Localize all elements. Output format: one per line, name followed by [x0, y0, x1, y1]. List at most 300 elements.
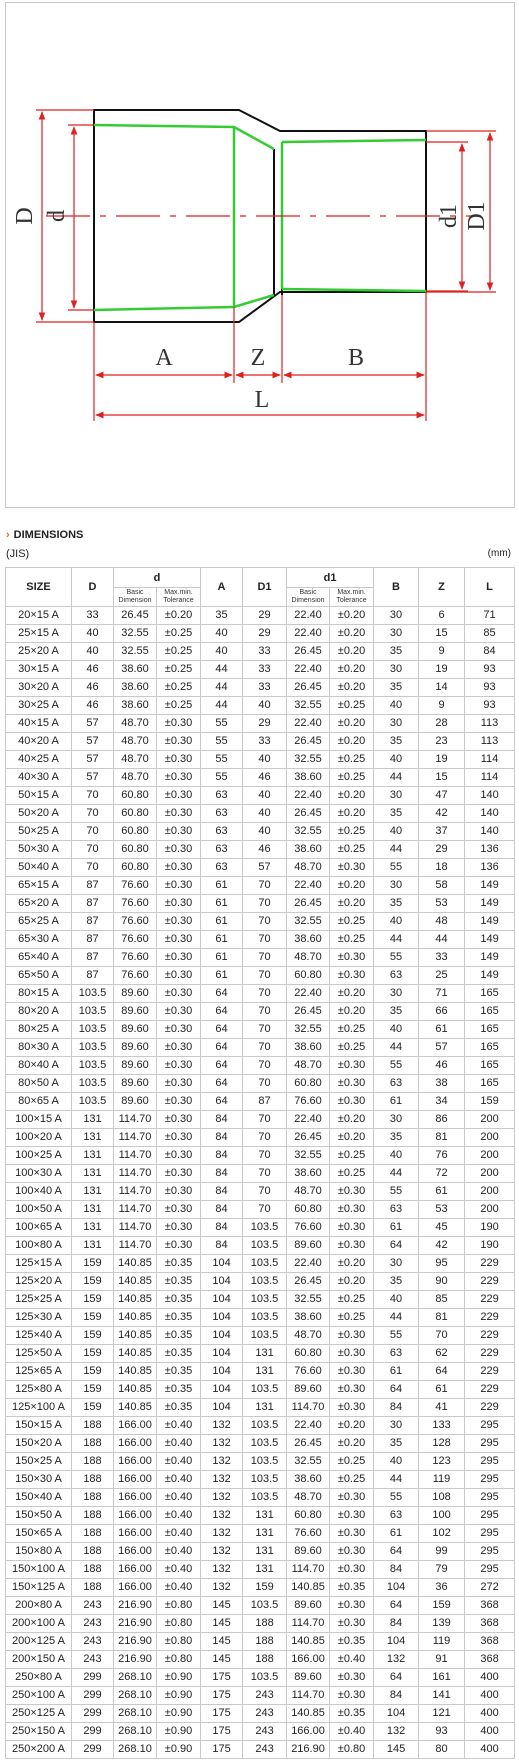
cell-D1: 103.5 [243, 1327, 287, 1345]
cell-d1-basic: 22.40 [287, 787, 330, 805]
cell-A: 132 [201, 1525, 243, 1543]
cell-d1-basic: 22.40 [287, 1111, 330, 1129]
cell-size: 80×25 A [6, 1021, 72, 1039]
cell-L: 295 [465, 1435, 515, 1453]
cell-d1-tolerance: ±0.20 [330, 625, 374, 643]
cell-d-tolerance: ±0.90 [157, 1723, 201, 1741]
cell-d-basic: 166.00 [114, 1507, 157, 1525]
cell-A: 61 [201, 877, 243, 895]
cell-d1-tolerance: ±0.30 [330, 1363, 374, 1381]
table-row [6, 913, 515, 931]
cell-A: 104 [201, 1309, 243, 1327]
header-Z: Z [419, 568, 465, 607]
cell-D: 70 [72, 841, 114, 859]
cell-d1-tolerance: ±0.30 [330, 1399, 374, 1417]
table-row [6, 985, 515, 1003]
cell-d1-basic: 32.55 [287, 1291, 330, 1309]
cell-d1-tolerance: ±0.25 [330, 769, 374, 787]
cell-d1-tolerance: ±0.30 [330, 1057, 374, 1075]
cell-D: 70 [72, 823, 114, 841]
table-row [6, 787, 515, 805]
cell-Z: 19 [419, 661, 465, 679]
cell-A: 132 [201, 1453, 243, 1471]
cell-D1: 131 [243, 1399, 287, 1417]
cell-Z: 91 [419, 1651, 465, 1669]
cell-L: 165 [465, 985, 515, 1003]
cell-B: 55 [374, 1327, 419, 1345]
cell-d1-basic: 48.70 [287, 1057, 330, 1075]
cell-L: 368 [465, 1615, 515, 1633]
cell-d1-tolerance: ±0.20 [330, 661, 374, 679]
cell-d1-tolerance: ±0.20 [330, 679, 374, 697]
table-row [6, 1057, 515, 1075]
cell-L: 113 [465, 715, 515, 733]
cell-size: 200×100 A [6, 1615, 72, 1633]
cell-A: 63 [201, 823, 243, 841]
subheader-d-tolerance: Max.min. Tolerance [157, 588, 201, 607]
cell-B: 35 [374, 643, 419, 661]
cell-d1-basic: 89.60 [287, 1669, 330, 1687]
cell-Z: 46 [419, 1057, 465, 1075]
cell-B: 40 [374, 913, 419, 931]
table-row [6, 1579, 515, 1597]
cell-d-tolerance: ±0.20 [157, 607, 201, 625]
cell-D: 159 [72, 1363, 114, 1381]
cell-D1: 70 [243, 931, 287, 949]
cell-d1-basic: 89.60 [287, 1597, 330, 1615]
cell-d1-basic: 114.70 [287, 1615, 330, 1633]
cell-L: 159 [465, 1093, 515, 1111]
cell-size: 80×40 A [6, 1057, 72, 1075]
cell-A: 104 [201, 1345, 243, 1363]
cell-d-basic: 60.80 [114, 823, 157, 841]
cell-L: 136 [465, 841, 515, 859]
section-title: DIMENSIONS [13, 529, 84, 541]
table-row [6, 1543, 515, 1561]
cell-size: 25×15 A [6, 625, 72, 643]
cell-D1: 131 [243, 1543, 287, 1561]
header-size: SIZE [6, 568, 72, 607]
cell-D1: 103.5 [243, 1309, 287, 1327]
cell-d1-tolerance: ±0.25 [330, 1471, 374, 1489]
cell-d-basic: 268.10 [114, 1705, 157, 1723]
cell-d1-tolerance: ±0.20 [330, 1273, 374, 1291]
cell-d-basic: 140.85 [114, 1273, 157, 1291]
cell-D: 299 [72, 1705, 114, 1723]
table-row [6, 1345, 515, 1363]
cell-d-basic: 48.70 [114, 733, 157, 751]
table-row [6, 805, 515, 823]
cell-D: 57 [72, 751, 114, 769]
cell-d1-tolerance: ±0.25 [330, 931, 374, 949]
cell-B: 63 [374, 1201, 419, 1219]
cell-D1: 87 [243, 1093, 287, 1111]
cell-Z: 85 [419, 1291, 465, 1309]
cell-D1: 188 [243, 1651, 287, 1669]
cell-d-basic: 140.85 [114, 1363, 157, 1381]
cell-d-basic: 114.70 [114, 1129, 157, 1147]
cell-d1-basic: 22.40 [287, 625, 330, 643]
cell-D: 243 [72, 1651, 114, 1669]
cell-Z: 53 [419, 1201, 465, 1219]
table-row [6, 1291, 515, 1309]
cell-D1: 103.5 [243, 1237, 287, 1255]
cell-L: 149 [465, 967, 515, 985]
cell-A: 132 [201, 1489, 243, 1507]
cell-B: 40 [374, 751, 419, 769]
cell-Z: 57 [419, 1039, 465, 1057]
cell-A: 63 [201, 841, 243, 859]
cell-size: 100×80 A [6, 1237, 72, 1255]
cell-D: 131 [72, 1111, 114, 1129]
cell-D: 299 [72, 1741, 114, 1759]
cell-Z: 99 [419, 1543, 465, 1561]
cell-B: 63 [374, 1075, 419, 1093]
cell-d1-basic: 166.00 [287, 1651, 330, 1669]
cell-D1: 159 [243, 1579, 287, 1597]
cell-size: 250×80 A [6, 1669, 72, 1687]
table-row [6, 607, 515, 625]
cell-A: 40 [201, 643, 243, 661]
cell-d1-tolerance: ±0.35 [330, 1705, 374, 1723]
cell-d1-tolerance: ±0.80 [330, 1741, 374, 1759]
cell-L: 149 [465, 895, 515, 913]
cell-L: 200 [465, 1129, 515, 1147]
cell-L: 229 [465, 1363, 515, 1381]
cell-B: 132 [374, 1723, 419, 1741]
cell-B: 35 [374, 1273, 419, 1291]
cell-L: 295 [465, 1417, 515, 1435]
cell-d-basic: 114.70 [114, 1147, 157, 1165]
cell-D: 70 [72, 859, 114, 877]
cell-d-basic: 76.60 [114, 895, 157, 913]
cell-d1-tolerance: ±0.30 [330, 1219, 374, 1237]
cell-B: 40 [374, 1453, 419, 1471]
label-A: A [155, 345, 173, 371]
cell-L: 136 [465, 859, 515, 877]
cell-D1: 103.5 [243, 1291, 287, 1309]
cell-D: 243 [72, 1615, 114, 1633]
cell-L: 190 [465, 1237, 515, 1255]
cell-D1: 29 [243, 625, 287, 643]
cell-d-basic: 114.70 [114, 1237, 157, 1255]
cell-d1-basic: 60.80 [287, 1075, 330, 1093]
table-row [6, 1669, 515, 1687]
cell-d-basic: 76.60 [114, 949, 157, 967]
cell-Z: 70 [419, 1327, 465, 1345]
cell-size: 125×80 A [6, 1381, 72, 1399]
table-row [6, 1507, 515, 1525]
cell-D1: 33 [243, 733, 287, 751]
cell-Z: 38 [419, 1075, 465, 1093]
cell-D1: 46 [243, 841, 287, 859]
cell-A: 64 [201, 1057, 243, 1075]
cell-Z: 161 [419, 1669, 465, 1687]
cell-d1-basic: 60.80 [287, 967, 330, 985]
cell-D1: 103.5 [243, 1453, 287, 1471]
cell-L: 229 [465, 1273, 515, 1291]
cell-Z: 71 [419, 985, 465, 1003]
cell-d-tolerance: ±0.30 [157, 715, 201, 733]
cell-d1-tolerance: ±0.25 [330, 1453, 374, 1471]
cell-D: 188 [72, 1489, 114, 1507]
cell-A: 132 [201, 1543, 243, 1561]
table-body [6, 607, 515, 1759]
cell-B: 35 [374, 895, 419, 913]
table-row [6, 1147, 515, 1165]
cell-d-basic: 166.00 [114, 1543, 157, 1561]
cell-Z: 141 [419, 1687, 465, 1705]
cell-Z: 19 [419, 751, 465, 769]
table-header-row [6, 568, 515, 588]
cell-L: 400 [465, 1705, 515, 1723]
header-d: d [114, 568, 201, 588]
cell-L: 368 [465, 1633, 515, 1651]
cell-Z: 37 [419, 823, 465, 841]
cell-size: 125×100 A [6, 1399, 72, 1417]
cell-A: 55 [201, 751, 243, 769]
cell-d1-basic: 140.85 [287, 1633, 330, 1651]
cell-d-tolerance: ±0.40 [157, 1417, 201, 1435]
cell-Z: 119 [419, 1633, 465, 1651]
cell-L: 229 [465, 1399, 515, 1417]
section-heading [6, 529, 83, 541]
cell-Z: 61 [419, 1021, 465, 1039]
table-row [6, 1093, 515, 1111]
cell-d-basic: 76.60 [114, 913, 157, 931]
cell-Z: 66 [419, 1003, 465, 1021]
cell-size: 125×40 A [6, 1327, 72, 1345]
cell-Z: 34 [419, 1093, 465, 1111]
cell-d-basic: 140.85 [114, 1399, 157, 1417]
cell-d-tolerance: ±0.90 [157, 1687, 201, 1705]
cell-B: 40 [374, 697, 419, 715]
cell-A: 44 [201, 661, 243, 679]
cell-d-tolerance: ±0.30 [157, 877, 201, 895]
cell-D: 33 [72, 607, 114, 625]
cell-size: 250×200 A [6, 1741, 72, 1759]
cell-D1: 70 [243, 967, 287, 985]
cell-A: 61 [201, 895, 243, 913]
cell-d1-tolerance: ±0.30 [330, 1183, 374, 1201]
cell-d-tolerance: ±0.30 [157, 1003, 201, 1021]
cell-A: 55 [201, 769, 243, 787]
cell-d-tolerance: ±0.30 [157, 1237, 201, 1255]
label-Z: Z [250, 345, 266, 371]
cell-D1: 40 [243, 823, 287, 841]
cell-A: 104 [201, 1327, 243, 1345]
cell-L: 229 [465, 1291, 515, 1309]
cell-A: 104 [201, 1273, 243, 1291]
cell-A: 61 [201, 913, 243, 931]
cell-d-tolerance: ±0.30 [157, 1165, 201, 1183]
cell-d-tolerance: ±0.30 [157, 1075, 201, 1093]
cell-d-basic: 166.00 [114, 1453, 157, 1471]
cell-Z: 42 [419, 1237, 465, 1255]
cell-d1-tolerance: ±0.30 [330, 1597, 374, 1615]
cell-d1-tolerance: ±0.30 [330, 1615, 374, 1633]
cell-d1-basic: 89.60 [287, 1543, 330, 1561]
cell-d-tolerance: ±0.80 [157, 1615, 201, 1633]
cell-Z: 45 [419, 1219, 465, 1237]
cell-D1: 70 [243, 877, 287, 895]
cell-size: 150×125 A [6, 1579, 72, 1597]
cell-Z: 76 [419, 1147, 465, 1165]
table-row [6, 1039, 515, 1057]
cell-d1-basic: 60.80 [287, 1345, 330, 1363]
cell-B: 104 [374, 1633, 419, 1651]
cell-d1-basic: 76.60 [287, 1219, 330, 1237]
cell-d-tolerance: ±0.25 [157, 661, 201, 679]
table-row [6, 1561, 515, 1579]
cell-D: 40 [72, 625, 114, 643]
cell-d1-basic: 32.55 [287, 751, 330, 769]
cell-size: 80×30 A [6, 1039, 72, 1057]
table-row [6, 1237, 515, 1255]
label-d1: d1 [436, 204, 462, 228]
cell-D1: 70 [243, 1201, 287, 1219]
cell-D: 57 [72, 769, 114, 787]
table-row [6, 1201, 515, 1219]
cell-d1-basic: 38.60 [287, 769, 330, 787]
cell-Z: 15 [419, 625, 465, 643]
cell-D1: 70 [243, 1003, 287, 1021]
cell-d-basic: 140.85 [114, 1345, 157, 1363]
cell-L: 93 [465, 661, 515, 679]
cell-B: 44 [374, 1165, 419, 1183]
cell-L: 229 [465, 1255, 515, 1273]
cell-d-basic: 38.60 [114, 697, 157, 715]
cell-d1-tolerance: ±0.25 [330, 751, 374, 769]
cell-d1-basic: 89.60 [287, 1237, 330, 1255]
cell-size: 200×150 A [6, 1651, 72, 1669]
cell-d1-tolerance: ±0.25 [330, 1147, 374, 1165]
cell-D1: 40 [243, 787, 287, 805]
cell-D: 159 [72, 1327, 114, 1345]
cell-Z: 93 [419, 1723, 465, 1741]
cell-L: 165 [465, 1057, 515, 1075]
table-row [6, 715, 515, 733]
cell-A: 84 [201, 1219, 243, 1237]
cell-D: 299 [72, 1687, 114, 1705]
cell-D: 57 [72, 733, 114, 751]
table-row [6, 1021, 515, 1039]
table-row [6, 625, 515, 643]
cell-d1-basic: 22.40 [287, 661, 330, 679]
cell-size: 80×15 A [6, 985, 72, 1003]
cell-Z: 61 [419, 1381, 465, 1399]
cell-d-basic: 89.60 [114, 1075, 157, 1093]
cell-D1: 40 [243, 805, 287, 823]
cell-d-tolerance: ±0.30 [157, 1183, 201, 1201]
cell-A: 104 [201, 1291, 243, 1309]
cell-d1-tolerance: ±0.25 [330, 1021, 374, 1039]
cell-Z: 48 [419, 913, 465, 931]
cell-d-basic: 60.80 [114, 841, 157, 859]
cell-A: 61 [201, 949, 243, 967]
cell-d-basic: 89.60 [114, 1057, 157, 1075]
cell-Z: 123 [419, 1453, 465, 1471]
cell-d-basic: 76.60 [114, 931, 157, 949]
cell-Z: 53 [419, 895, 465, 913]
cell-L: 165 [465, 1075, 515, 1093]
reducer-drawing [6, 3, 514, 507]
cell-d1-tolerance: ±0.20 [330, 733, 374, 751]
cell-size: 40×30 A [6, 769, 72, 787]
cell-d-basic: 268.10 [114, 1687, 157, 1705]
cell-D: 131 [72, 1183, 114, 1201]
cell-d-basic: 216.90 [114, 1615, 157, 1633]
cell-d1-basic: 48.70 [287, 859, 330, 877]
cell-d-basic: 60.80 [114, 859, 157, 877]
cell-D: 188 [72, 1453, 114, 1471]
cell-D1: 70 [243, 1165, 287, 1183]
cell-d-basic: 166.00 [114, 1471, 157, 1489]
cell-A: 132 [201, 1579, 243, 1597]
cell-A: 132 [201, 1435, 243, 1453]
table-row [6, 1309, 515, 1327]
cell-B: 35 [374, 733, 419, 751]
cell-D1: 70 [243, 985, 287, 1003]
cell-L: 272 [465, 1579, 515, 1597]
cell-d-basic: 60.80 [114, 787, 157, 805]
cell-d-tolerance: ±0.30 [157, 895, 201, 913]
cell-B: 40 [374, 1147, 419, 1165]
cell-d1-basic: 26.45 [287, 1003, 330, 1021]
cell-d1-tolerance: ±0.20 [330, 895, 374, 913]
cell-size: 125×30 A [6, 1309, 72, 1327]
table-row [6, 1435, 515, 1453]
cell-d-tolerance: ±0.30 [157, 769, 201, 787]
cell-A: 84 [201, 1183, 243, 1201]
cell-d-basic: 89.60 [114, 1039, 157, 1057]
label-B: B [347, 345, 365, 371]
subheader-d1-tolerance: Max.min. Tolerance [330, 588, 374, 607]
cell-D: 188 [72, 1579, 114, 1597]
cell-Z: 72 [419, 1165, 465, 1183]
cell-D1: 70 [243, 1021, 287, 1039]
cell-L: 93 [465, 679, 515, 697]
table-row [6, 661, 515, 679]
cell-D: 40 [72, 643, 114, 661]
cell-d1-tolerance: ±0.30 [330, 859, 374, 877]
cell-A: 132 [201, 1471, 243, 1489]
cell-size: 150×25 A [6, 1453, 72, 1471]
cell-D: 188 [72, 1417, 114, 1435]
cell-d1-tolerance: ±0.30 [330, 1669, 374, 1687]
cell-Z: 81 [419, 1129, 465, 1147]
cell-d1-basic: 60.80 [287, 1507, 330, 1525]
cell-L: 229 [465, 1309, 515, 1327]
table-row [6, 877, 515, 895]
header-L: L [465, 568, 515, 607]
cell-d-tolerance: ±0.25 [157, 679, 201, 697]
cell-d1-tolerance: ±0.20 [330, 1255, 374, 1273]
cell-Z: 100 [419, 1507, 465, 1525]
table-row [6, 931, 515, 949]
cell-D: 103.5 [72, 1057, 114, 1075]
cell-B: 44 [374, 1471, 419, 1489]
table-row [6, 751, 515, 769]
cell-D: 87 [72, 913, 114, 931]
cell-D1: 70 [243, 1183, 287, 1201]
cell-d1-basic: 32.55 [287, 823, 330, 841]
table-row [6, 823, 515, 841]
cell-d1-tolerance: ±0.25 [330, 1039, 374, 1057]
cell-size: 40×20 A [6, 733, 72, 751]
cell-Z: 58 [419, 877, 465, 895]
cell-B: 84 [374, 1687, 419, 1705]
